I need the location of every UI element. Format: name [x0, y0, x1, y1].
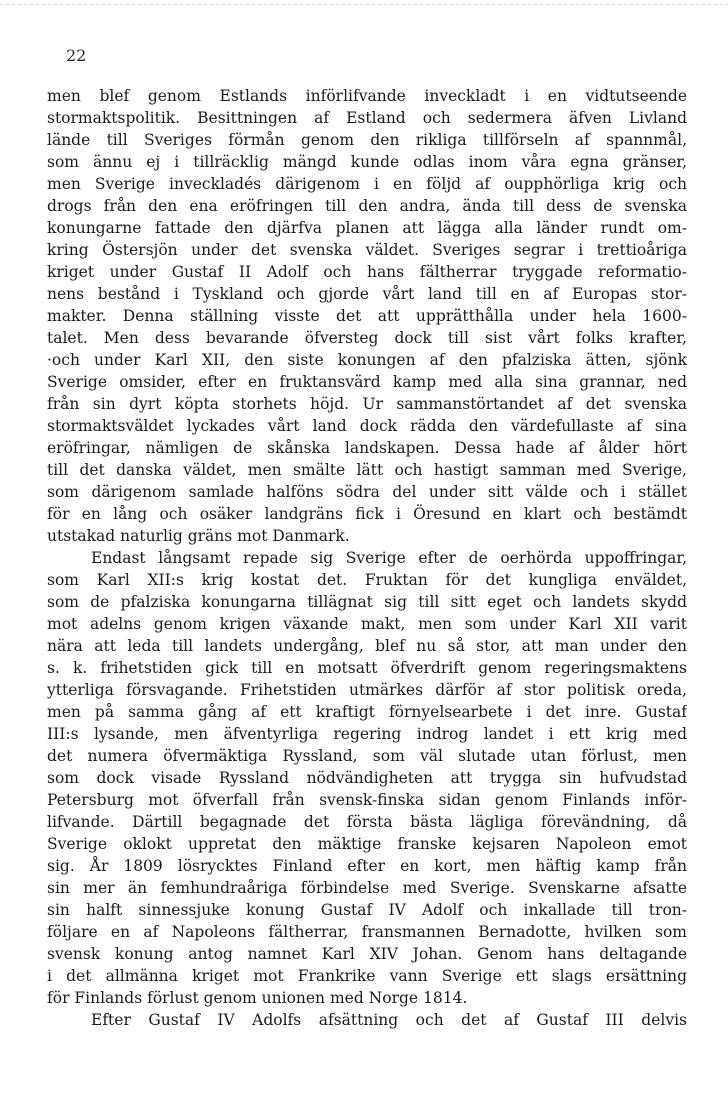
- text-line: kriget under Gustaf II Adolf och hans fältherrar tryggade reformatio-: [47, 263, 687, 281]
- text-line: stormaktspolitik. Besittningen af Estland och sedermera äfven Livland: [47, 109, 687, 127]
- text-line: för en lång och osäker landgräns fick i Öresund en klart och bestämdt: [47, 505, 687, 523]
- text-line: i det allmänna kriget mot Frankrike vann Sverige ett slags ersättning: [47, 967, 687, 985]
- text-line: ytterliga försvagande. Frihetstiden utmärkes därför af stor politisk oreda,: [47, 681, 687, 699]
- text-line: som Karl XII:s krig kostat det. Fruktan för det kungliga enväldet,: [47, 571, 687, 589]
- text-line: sin mer än femhundraåriga förbindelse med Sverige. Svenskarne afsatte: [47, 879, 687, 897]
- text-line: drogs från den ena eröfringen till den andra, ända till dess de svenska: [47, 197, 687, 215]
- top-border-rule: [0, 4, 728, 5]
- text-line: utstakad naturlig gräns mot Danmark.: [47, 527, 350, 545]
- text-line: som ännu ej i tillräcklig mängd kunde odlas inom våra egna gränser,: [47, 153, 687, 171]
- text-line: till det danska väldet, men smälte lätt och hastigt samman med Sverige,: [47, 461, 687, 479]
- text-line: makter. Denna ställning visste det att upprätthålla under hela 1600-: [47, 307, 687, 325]
- text-line: kring Östersjön under det svenska väldet. Sveriges segrar i trettioåriga: [47, 241, 687, 259]
- text-line: mot adelns genom krigen växande makt, men som under Karl XII varit: [47, 615, 687, 633]
- text-line: men på samma gång af ett kraftigt förnyelsearbete i det inre. Gustaf: [47, 703, 687, 721]
- text-line: följare en af Napoleons fältherrar, fransmannen Bernadotte, hvilken som: [47, 923, 687, 941]
- text-line: svensk konung antog namnet Karl XIV Johan. Genom hans deltagande: [47, 945, 687, 963]
- text-line: konungarne fattade den djärfva planen att lägga alla länder rundt om-: [47, 219, 687, 237]
- text-line: stormaktsväldet lyckades vårt land dock rädda den värdefullaste af sina: [47, 417, 687, 435]
- text-line: men Sverige inveckladés därigenom i en följd af oupphörliga krig och: [47, 175, 687, 193]
- text-line: lifvande. Därtill begagnade det första bästa lägliga förevändning, då: [47, 813, 687, 831]
- text-line-indented: Endast långsamt repade sig Sverige efter de oerhörda uppoffringar,: [91, 549, 687, 567]
- text-line: sin halft sinnessjuke konung Gustaf IV Adolf och inkallade till tron-: [47, 901, 687, 919]
- text-line: som de pfalziska konungarna tillägnat sig till sitt eget och landets skydd: [47, 593, 687, 611]
- body-text: [47, 85, 687, 1031]
- text-line: nens bestånd i Tyskland och gjorde vårt land till en af Europas stor-: [47, 285, 687, 303]
- text-line: nära att leda till landets undergång, blef nu så stor, att man under den: [47, 637, 687, 655]
- text-line: sig. År 1809 lösrycktes Finland efter en kort, men häftig kamp från: [47, 857, 687, 875]
- text-line-indented: Efter Gustaf IV Adolfs afsättning och det af Gustaf III delvis: [91, 1011, 687, 1029]
- text-line: som dock visade Ryssland nödvändigheten att trygga sin hufvudstad: [47, 769, 687, 787]
- text-line: lände till Sveriges förmån genom den rikliga tillförseln af spannmål,: [47, 131, 687, 149]
- text-line: för Finlands förlust genom unionen med Norge 1814.: [47, 989, 468, 1007]
- text-line: Sverige omsider, efter en fruktansvärd kamp med alla sina grannar, ned: [47, 373, 687, 391]
- text-line: III:s lysande, men äfventyrliga regering indrog landet i ett krig med: [47, 725, 687, 743]
- page-number: 22: [66, 46, 87, 65]
- text-line: s. k. frihetstiden gick till en motsatt öfverdrift genom regeringsmaktens: [47, 659, 687, 677]
- text-line: talet. Men dess bevarande öfversteg dock till sist vårt folks krafter,: [47, 329, 687, 347]
- text-line: men blef genom Estlands införlifvande inveckladt i en vidtutseende: [47, 87, 687, 105]
- text-line: som därigenom samlade halföns södra del under sitt välde och i stället: [47, 483, 687, 501]
- text-line: Sverige oklokt uppretat den mäktige franske kejsaren Napoleon emot: [47, 835, 687, 853]
- text-line: från sin dyrt köpta storhets höjd. Ur sammanstörtandet af det svenska: [47, 395, 687, 413]
- text-line: eröfringar, nämligen de skånska landskapen. Dessa hade af ålder hört: [47, 439, 687, 457]
- text-line: Petersburg mot öfverfall från svensk-finska sidan genom Finlands inför-: [47, 791, 687, 809]
- text-line: det numera öfvermäktiga Ryssland, som väl slutade utan förlust, men: [47, 747, 687, 765]
- text-line: ·och under Karl XII, den siste konungen af den pfalziska ätten, sjönk: [47, 351, 687, 369]
